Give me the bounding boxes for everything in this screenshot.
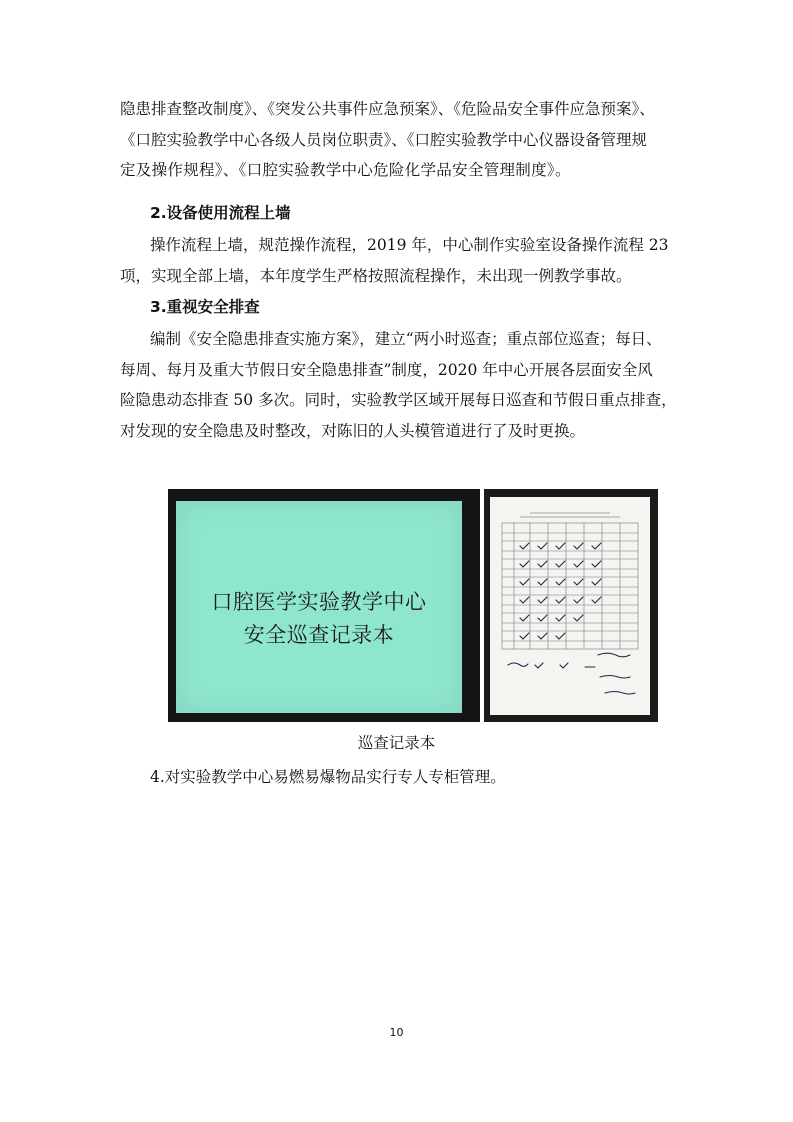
text-line: 编制《安全隐患排查实施方案》，建立“两小时巡查；重点部位巡查；每日、	[150, 330, 662, 348]
text-line: 操作流程上墙，规范操作流程，2019 年，中心制作实验室设备操作流程 23	[150, 236, 669, 254]
text-line: 每周、每月及重大节假日安全隐患排查”制度，2020 年中心开展各层面安全风	[120, 360, 653, 379]
record-book-cover-photo	[168, 489, 480, 722]
section-heading-equipment-process: 2.设备使用流程上墙	[150, 204, 291, 222]
page-number: 10	[389, 1026, 404, 1039]
paragraph-flammables-management	[150, 762, 706, 793]
text-line: 对发现的安全隐患及时整改，对陈旧的人头模管道进行了及时更换。	[120, 421, 586, 440]
inspection-form-photo	[484, 489, 658, 722]
paragraph-equipment-process	[120, 230, 676, 291]
text-line: 险隐患动态排查 50 多次。同时，实验教学区域开展每日巡查和节假日重点排查，	[120, 391, 677, 409]
text-line: 隐患排查整改制度》、《突发公共事件应急预案》、《危险品安全事件应急预案》、	[120, 100, 655, 118]
paragraph-safety-inspection	[120, 324, 676, 446]
inspection-form-sheet	[490, 497, 650, 715]
inspection-form-table-graphic	[490, 497, 650, 715]
folder-title-line: 安全巡查记录本	[243, 623, 395, 647]
folder-title-line: 口腔医学实验教学中心	[211, 590, 427, 614]
paragraph-regulations	[120, 94, 676, 186]
text-line: 《口腔实验教学中心各级人员岗位职责》、《口腔实验教学中心仪器设备管理规	[120, 130, 648, 149]
text-line: 项，实现全部上墙，本年度学生严格按照流程操作，未出现一例教学事故。	[120, 266, 632, 285]
text-line: 定及操作规程》、《口腔实验教学中心危险化学品安全管理制度》。	[120, 161, 571, 179]
section-heading-safety-inspection: 3.重视安全排查	[150, 298, 260, 316]
inspection-record-figure	[168, 489, 658, 722]
green-folder	[176, 501, 462, 713]
figure-caption: 巡查记录本	[357, 734, 436, 752]
text-line: 4.对实验教学中心易燃易爆物品实行专人专柜管理。	[150, 768, 506, 786]
